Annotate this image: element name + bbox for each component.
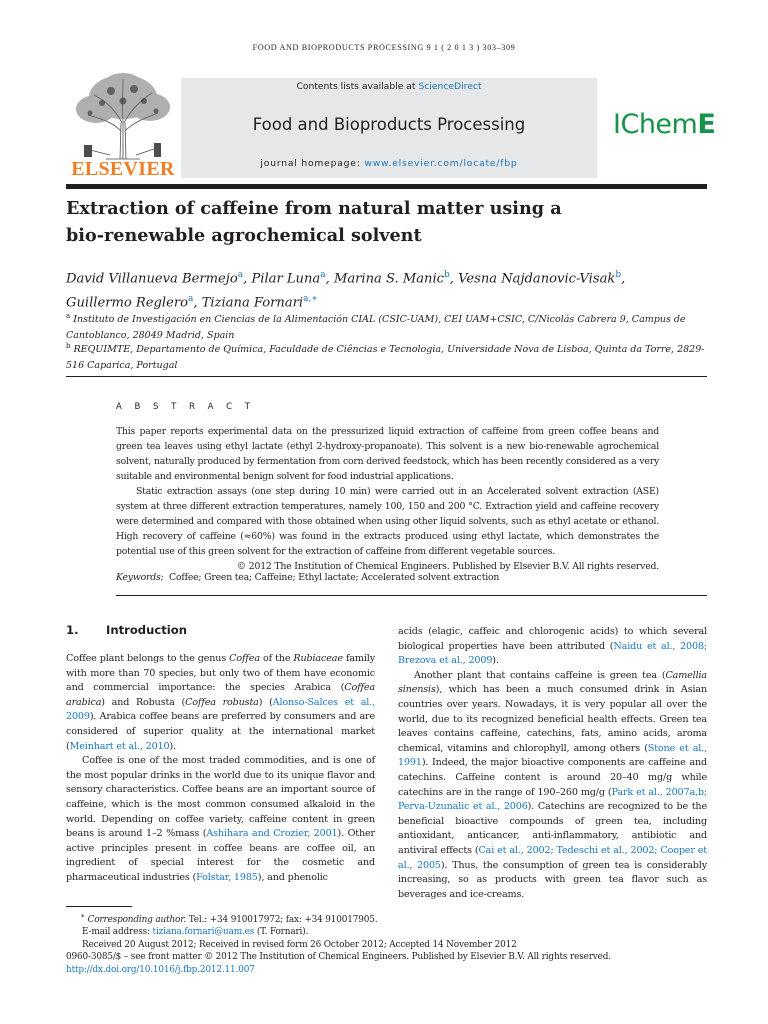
citation-link[interactable]: Folstar, 1985: [196, 871, 258, 883]
running-head: FOOD AND BIOPRODUCTS PROCESSING 9 1 ( 2 0 1 3 ) 303–309: [252, 43, 516, 52]
text-run: ).: [492, 655, 499, 667]
affiliation-b-text: REQUIMTE, Departamento de Química, Faculdade de Ciências e Tecnologia, Universidade Nova de Lisboa, Quinta da Torre, 2829-516 Caparica, Portugal: [66, 344, 705, 371]
icheme-logo-prefix: IChem: [613, 109, 698, 140]
corresponding-label: Corresponding author.: [87, 914, 187, 925]
author-separator: ,: [243, 271, 252, 287]
text-run: ), which has been a much consumed drink in Asian countries over years. Nowadays, it is very popular all over the world, due to its recognized beneficial health effects. Green tea leaves contains caffeine, catechins, fats, amino acids, aroma chemical, vitamins and chlorophyll, among others (: [398, 684, 707, 754]
citation-link[interactable]: Park et al., 2007a,b; Perva-Uzunalic et al., 2006: [398, 786, 707, 813]
article-title-line-2: bio-renewable agrochemical solvent: [66, 225, 422, 246]
footnotes: [66, 910, 706, 976]
keywords-list: Coffee; Green tea; Caffeine; Ethyl lactate; Accelerated solvent extraction: [169, 572, 500, 583]
body-column-left: [66, 652, 375, 886]
icheme-logo-suffix: E: [697, 109, 716, 140]
affiliation-a-marker: a: [66, 312, 71, 320]
abstract-paragraph: Static extraction assays (one step during 10 min) were carried out in an Accelerated solvent extraction (ASE) system at three different extraction temperatures, namely 100, 150 and 200 °C. Extraction yield and caffeine recovery were determined and compared with those obtained when using other liquid solvents, such as ethyl acetate or ethanol. High recovery of caffeine (≈60%) was found in the extracts produced using ethyl lactate, which demonstrates the potential use of this green solvent for the extraction of caffeine from different vegetable sources.: [116, 486, 659, 557]
body-paragraph: [66, 754, 375, 885]
text-run: ). Other active principles present in coffee beans are coffee oil, an ingredient of special interest for the cosmetic and pharmaceutical industries (: [66, 828, 375, 883]
abstract-body: [116, 424, 659, 574]
text-run: ). Catechins are recognized to be the beneficial bioactive compounds of green tea, including antioxidant, anticancer, anti-inflammatory, antibiotic and antiviral effects (: [398, 801, 707, 856]
body-paragraph: [398, 669, 707, 903]
section-number: 1.: [66, 623, 79, 637]
author-list: [66, 265, 711, 314]
header-rule: [66, 184, 707, 189]
citation-link[interactable]: Cai et al., 2002; Tedeschi et al., 2002; Cooper et al., 2005: [398, 844, 707, 871]
abstract-paragraph: This paper reports experimental data on the pressurized liquid extraction of caffeine from green coffee beans and green tea leaves using ethyl lactate (ethyl 2-hydroxy-propanoate). This solvent is a new bio-renewable agrochemical solvent, naturally produced by fermentation from corn derived feedstock, which has been recently considered as a very suitable and environmental benign solvent for food industrial applications.: [116, 426, 659, 482]
author-name[interactable]: Guillermo Reglero: [66, 295, 188, 311]
text-run: ) and Robusta (: [101, 696, 186, 708]
affiliation-b-marker: b: [66, 342, 71, 350]
doi-link[interactable]: http://dx.doi.org/10.1016/j.fbp.2012.11.007: [66, 964, 255, 975]
body-paragraph: [398, 625, 707, 669]
text-run: ) (: [258, 696, 273, 708]
elsevier-wordmark: ELSEVIER: [71, 158, 175, 180]
affiliation-a-text: Instituto de Investigación en Ciencias de la Alimentación CIAL (CSIC-UAM), CEI UAM+CSIC, C/Nicolás Cabrera 9, Campus de Cantoblanco, 28049 Madrid, Spain: [66, 314, 686, 341]
text-run: Coffee plant belongs to the genus: [66, 653, 230, 664]
text-run: ), and phenolic: [257, 871, 328, 883]
abstract-heading: A B S T R A C T: [116, 402, 255, 412]
text-run: acids (elagic, caffeic and chlorogenic acids) to which several biological properties have been attributed (: [398, 626, 707, 652]
author-name[interactable]: Marina S. Manic: [333, 271, 444, 287]
email-label: E-mail address:: [82, 927, 153, 938]
email-link[interactable]: tiziana.fornari@uam.es: [152, 927, 255, 938]
footnote-rule: [66, 906, 132, 907]
italic-term: Coffea: [229, 653, 260, 664]
section-title: Introduction: [106, 623, 187, 637]
corresponding-author-note: [66, 910, 706, 926]
corresponding-contact: Tel.: +34 910017972; fax: +34 910017905.: [186, 914, 378, 925]
affiliation-b: [66, 339, 711, 373]
text-run: ).: [169, 740, 177, 752]
email-owner: (T. Fornari).: [254, 927, 309, 938]
icheme-logo[interactable]: [613, 109, 715, 140]
body-column-right: [398, 625, 707, 902]
sciencedirect-link[interactable]: ScienceDirect: [418, 81, 482, 92]
citation-link[interactable]: Naidu et al., 2008; Brezova et al., 2009: [398, 640, 707, 667]
author-separator: ,: [621, 271, 626, 287]
journal-homepage: [181, 158, 597, 169]
keywords-label: Keywords:: [116, 572, 164, 583]
citation-link[interactable]: Stone et al., 1991: [398, 742, 707, 769]
section-heading: [66, 623, 187, 637]
author-name[interactable]: Tiziana Fornari: [201, 295, 304, 311]
received-dates: Received 20 August 2012; Received in revised form 26 October 2012; Accepted 14 November 2012: [82, 939, 517, 950]
author-name[interactable]: Pilar Luna: [251, 271, 321, 287]
corresponding-mark: ∗: [80, 911, 85, 920]
italic-term: Rubiaceae: [293, 653, 343, 664]
contents-line: [181, 81, 597, 92]
text-run: family with more than 70 species, but only two of them have economic and commercial importance: the species Arabica (: [66, 653, 375, 694]
author-name[interactable]: Vesna Najdanovic-Visak: [458, 271, 616, 287]
article-title: [66, 195, 686, 249]
author-affiliation-marker[interactable]: a: [237, 270, 244, 280]
author-separator: ,: [193, 295, 202, 311]
author-affiliation-marker[interactable]: a,∗: [303, 294, 318, 305]
front-matter-note: 0960-3085/$ – see front matter © 2012 The Institution of Chemical Engineers. Published by Elsevier B.V. All rights reserved.: [66, 952, 611, 963]
text-run: ). Arabica coffee beans are preferred by consumers and are considered of superior quality at the international market (: [66, 711, 375, 752]
homepage-label: journal homepage:: [260, 158, 365, 169]
text-run: of the: [259, 653, 294, 664]
italic-term: Coffea arabica: [66, 682, 375, 708]
author-affiliation-marker[interactable]: a: [188, 294, 194, 305]
text-run: Another plant that contains caffeine is green tea (: [414, 669, 666, 681]
body-paragraph: [66, 652, 375, 754]
divider: [66, 376, 707, 377]
contents-prefix: Contents lists available at: [296, 81, 419, 92]
keywords: [116, 572, 659, 583]
homepage-link[interactable]: www.elsevier.com/locate/fbp: [364, 158, 518, 169]
author-affiliation-marker[interactable]: a: [320, 270, 326, 280]
author-affiliation-marker[interactable]: b: [615, 270, 622, 280]
journal-title: Food and Bioproducts Processing: [252, 115, 526, 134]
author-name[interactable]: David Villanueva Bermejo: [66, 271, 238, 287]
citation-link[interactable]: Ashihara and Crozier, 2001: [206, 828, 338, 840]
author-separator: ,: [449, 271, 459, 287]
divider: [116, 595, 707, 596]
author-affiliation-marker[interactable]: b: [444, 270, 450, 280]
author-separator: ,: [325, 271, 334, 287]
email-note: [66, 926, 706, 938]
article-title-line-1: Extraction of caffeine from natural matter using a: [66, 198, 562, 219]
italic-term: Coffea robusta: [185, 696, 259, 708]
text-run: ). Indeed, the major bioactive components are caffeine and catechins. Caffeine content is around 20–40 mg/g while catechins are in the range of 190–260 mg/g (: [398, 757, 707, 798]
italic-term: Camellia sinensis: [398, 669, 707, 696]
citation-link[interactable]: Meinhart et al., 2010: [69, 740, 170, 752]
text-run: Coffee is one of the most traded commodities, and is one of the most popular drinks in the world due to its unique flavor and sensory characteristics. Coffee beans are an important source of caffeine, which is the most common consumed alkaloid in the world. Depending on coffee variety, caffeine content in green beans is around 1–2 %mass (: [66, 755, 375, 840]
abstract-copyright: © 2012 The Institution of Chemical Engineers. Published by Elsevier B.V. All rights reserved.: [236, 561, 659, 572]
text-run: ). Thus, the consumption of green tea is considerably increasing, so as products with green tea flavor such as beverages and ice-creams.: [398, 859, 707, 900]
citation-link[interactable]: Alonso-Salces et al., 2009: [66, 696, 375, 723]
